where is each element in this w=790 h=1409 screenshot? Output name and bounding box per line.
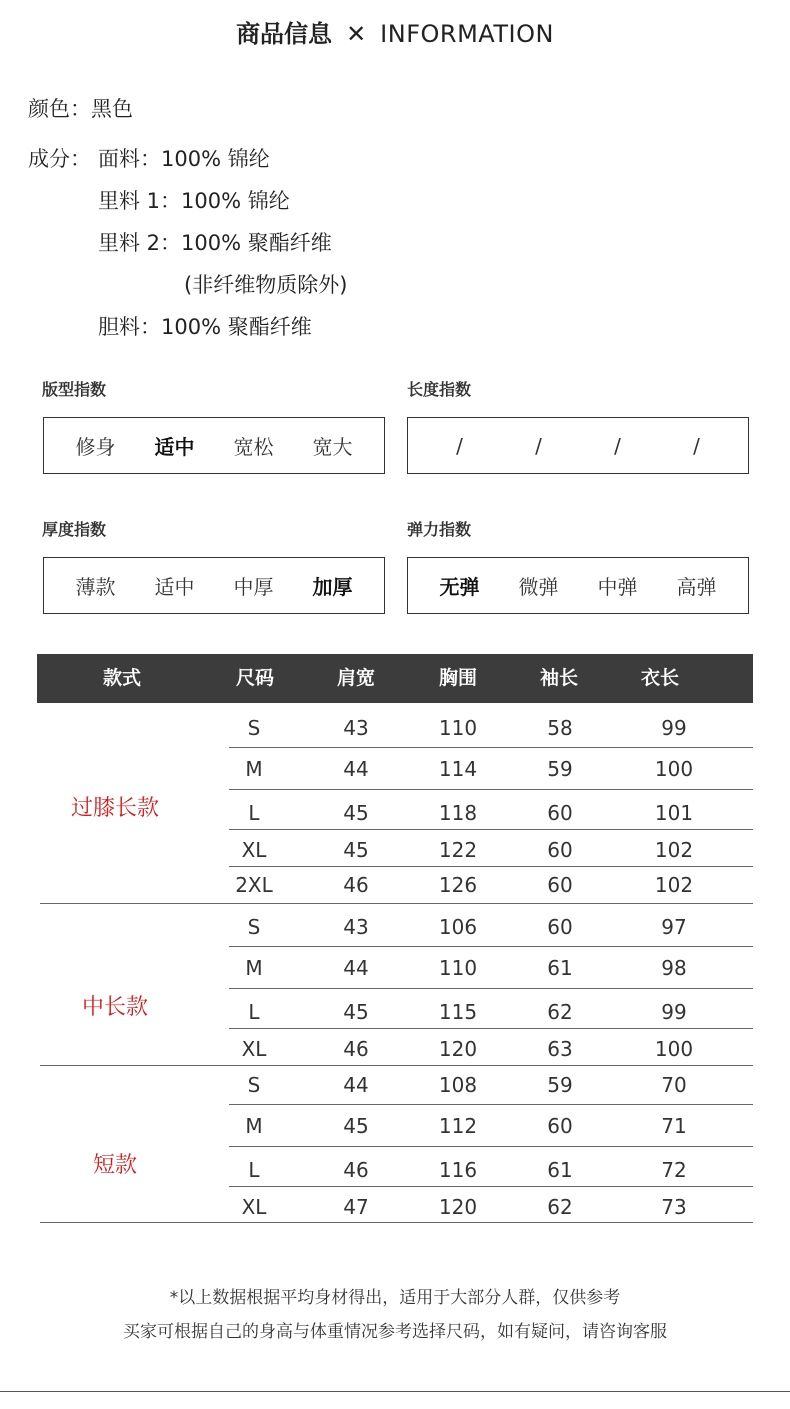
measure-cell: 126 <box>438 873 478 897</box>
measure-cell: 45 <box>343 838 369 862</box>
index-option: 无弹 <box>439 575 480 599</box>
measure-cell: 62 <box>547 1000 573 1024</box>
style-group-name: 短款 <box>92 1153 137 1178</box>
page-header <box>0 14 790 49</box>
size-table-header <box>37 654 753 703</box>
composition-shell: 面料：100% 锦纶 <box>98 147 270 171</box>
measure-cell: 120 <box>438 1037 478 1061</box>
size-cell: M <box>245 1114 263 1138</box>
row-divider <box>229 1186 753 1187</box>
index-option: 微弹 <box>518 575 559 599</box>
measure-cell: 46 <box>343 873 369 897</box>
measure-cell: 114 <box>438 757 478 781</box>
color-line: 颜色：黑色 <box>28 97 133 121</box>
measure-cell: 99 <box>661 716 687 740</box>
row-divider <box>229 789 753 790</box>
fit-index-box <box>43 417 385 474</box>
index-option: 修身 <box>75 435 116 459</box>
measure-cell: 73 <box>661 1195 687 1219</box>
measure-cell: 43 <box>343 915 369 939</box>
measure-cell: 46 <box>343 1037 369 1061</box>
index-option: 宽松 <box>233 435 274 459</box>
measure-cell: 110 <box>438 956 478 980</box>
measure-cell: 102 <box>654 838 694 862</box>
measure-cell: 45 <box>343 1000 369 1024</box>
composition-label: 成分： <box>28 147 91 171</box>
size-cell: XL <box>241 1037 267 1061</box>
group-divider <box>40 1065 753 1066</box>
size-cell: M <box>245 956 263 980</box>
index-option: 宽大 <box>312 435 353 459</box>
thickness-index-box <box>43 557 385 614</box>
measure-cell: 106 <box>438 915 478 939</box>
col-header-length: 衣长 <box>640 667 679 689</box>
size-cell: M <box>245 757 263 781</box>
header-title-en: INFORMATION <box>380 20 554 48</box>
index-option: / <box>693 433 700 458</box>
style-group-name: 过膝长款 <box>70 796 159 821</box>
measure-cell: 58 <box>547 716 573 740</box>
measure-cell: 98 <box>661 956 687 980</box>
row-divider <box>229 1028 753 1029</box>
measure-cell: 71 <box>661 1114 687 1138</box>
measure-cell: 44 <box>343 956 369 980</box>
header-title-cn: 商品信息 <box>236 20 333 48</box>
note-line-1: *以上数据根据平均身材得出，适用于大部分人群，仅供参考 <box>169 1288 621 1308</box>
col-header-chest: 胸围 <box>438 667 477 689</box>
index-option: 加厚 <box>312 575 353 599</box>
length-index-label: 长度指数 <box>407 380 472 399</box>
measure-cell: 60 <box>547 1114 573 1138</box>
row-divider <box>229 1104 753 1105</box>
index-option: / <box>535 433 542 458</box>
close-x-icon: ✕ <box>346 20 367 48</box>
composition-filling: 胆料：100% 聚酯纤维 <box>98 315 312 339</box>
row-divider <box>229 829 753 830</box>
col-header-shoulder: 肩宽 <box>336 667 375 689</box>
index-option: / <box>614 433 621 458</box>
measure-cell: 61 <box>547 956 573 980</box>
measure-cell: 102 <box>654 873 694 897</box>
measure-cell: 97 <box>661 915 687 939</box>
measure-cell: 100 <box>654 1037 694 1061</box>
measure-cell: 45 <box>343 1114 369 1138</box>
size-cell: S <box>247 915 261 939</box>
measure-cell: 99 <box>661 1000 687 1024</box>
index-option: / <box>456 433 463 458</box>
measure-cell: 44 <box>343 757 369 781</box>
measure-cell: 60 <box>547 801 573 825</box>
measure-cell: 46 <box>343 1158 369 1182</box>
size-cell: XL <box>241 838 267 862</box>
composition-lining-1: 里料 1：100% 锦纶 <box>98 189 290 213</box>
row-divider <box>229 988 753 989</box>
measure-cell: 112 <box>438 1114 478 1138</box>
thickness-index-label: 厚度指数 <box>42 520 107 539</box>
measure-cell: 101 <box>654 801 694 825</box>
bottom-divider <box>0 1391 790 1392</box>
measure-cell: 47 <box>343 1195 369 1219</box>
row-divider <box>229 1146 753 1147</box>
index-option: 中厚 <box>233 575 274 599</box>
index-option: 适中 <box>154 435 195 459</box>
col-header-style: 款式 <box>102 667 141 689</box>
measure-cell: 59 <box>547 1073 573 1097</box>
col-header-sleeve: 袖长 <box>539 667 578 689</box>
measure-cell: 60 <box>547 873 573 897</box>
measure-cell: 72 <box>661 1158 687 1182</box>
row-divider <box>229 866 753 867</box>
measure-cell: 43 <box>343 716 369 740</box>
measure-cell: 44 <box>343 1073 369 1097</box>
measure-cell: 61 <box>547 1158 573 1182</box>
elasticity-index-box <box>407 557 749 614</box>
measure-cell: 115 <box>438 1000 478 1024</box>
group-divider <box>40 1222 753 1223</box>
measure-cell: 62 <box>547 1195 573 1219</box>
elasticity-index-label: 弹力指数 <box>407 520 472 539</box>
measure-cell: 110 <box>438 716 478 740</box>
index-option: 中弹 <box>597 575 638 599</box>
fit-index-label: 版型指数 <box>42 380 107 399</box>
measure-cell: 122 <box>438 838 478 862</box>
index-option: 适中 <box>154 575 195 599</box>
group-divider <box>40 903 753 904</box>
measure-cell: 100 <box>654 757 694 781</box>
index-option: 高弹 <box>676 575 717 599</box>
measure-cell: 118 <box>438 801 478 825</box>
measure-cell: 120 <box>438 1195 478 1219</box>
size-cell: 2XL <box>235 873 273 897</box>
measure-cell: 63 <box>547 1037 573 1061</box>
measure-cell: 60 <box>547 915 573 939</box>
measure-cell: 59 <box>547 757 573 781</box>
measure-cell: 60 <box>547 838 573 862</box>
measure-cell: 70 <box>661 1073 687 1097</box>
style-group-name: 中长款 <box>81 995 148 1020</box>
note-line-2: 买家可根据自己的身高与体重情况参考选择尺码，如有疑问，请咨询客服 <box>123 1322 667 1342</box>
composition-note: (非纤维物质除外) <box>184 273 348 297</box>
size-cell: S <box>247 716 261 740</box>
size-cell: L <box>248 801 260 825</box>
row-divider <box>229 747 753 748</box>
index-option: 薄款 <box>75 575 116 599</box>
composition-lining-2: 里料 2：100% 聚酯纤维 <box>98 231 332 255</box>
size-cell: S <box>247 1073 261 1097</box>
size-cell: L <box>248 1000 260 1024</box>
row-divider <box>229 946 753 947</box>
size-cell: L <box>248 1158 260 1182</box>
col-header-size: 尺码 <box>235 667 274 689</box>
measure-cell: 45 <box>343 801 369 825</box>
measure-cell: 116 <box>438 1158 478 1182</box>
measure-cell: 108 <box>438 1073 478 1097</box>
length-index-box <box>407 417 749 474</box>
size-cell: XL <box>241 1195 267 1219</box>
